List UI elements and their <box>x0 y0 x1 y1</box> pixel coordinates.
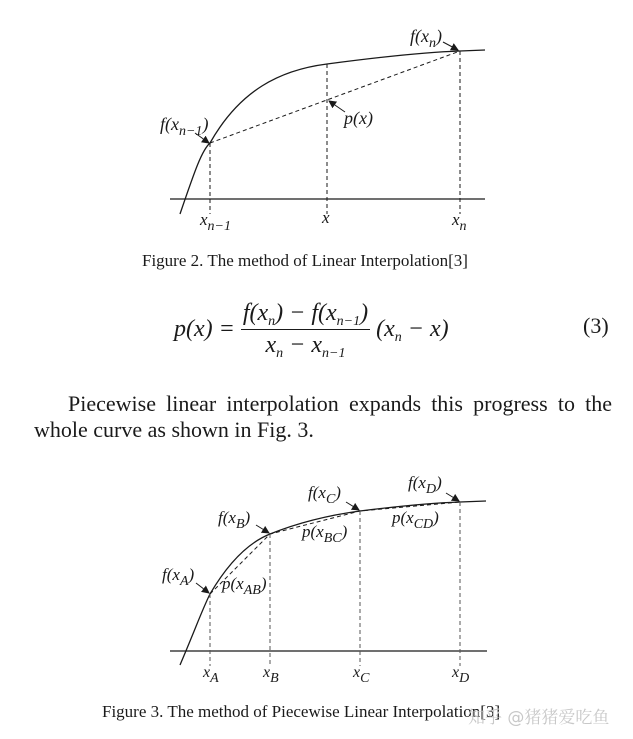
figure-3-caption: Figure 3. The method of Piecewise Linear Interpolation[3] <box>102 702 501 721</box>
function-curve <box>180 50 485 214</box>
label-p-xBC: $p(x_{BC})$ <box>302 522 348 546</box>
equation-lhs: p(x) = <box>174 316 235 342</box>
label-f-xD: $f(x_D)$ <box>408 473 442 497</box>
axis-label-xn-1: $x_{n-1}$ <box>200 210 231 234</box>
label-f-xn-1: $f(x_{n-1})$ <box>160 114 209 139</box>
watermark: 知乎 @猪猪爱吃鱼 <box>468 708 610 728</box>
axis-label-xn: $x_n$ <box>452 210 467 234</box>
equation-fraction: $\frac{f(x_n) - f(x_{n-1})}{x_n - x_{n-1}}$ <box>242 300 369 361</box>
axis-label-xC: $x_C$ <box>353 664 370 686</box>
axis-label-xA: $x_A$ <box>203 664 219 686</box>
label-f-xA: $f(x_A)$ <box>162 565 195 589</box>
equation-rhs: $(x_n - x)$ <box>376 316 449 345</box>
label-p-x: p(x) <box>344 108 373 128</box>
figure-2-diagram <box>140 0 500 240</box>
equation-3 <box>174 300 449 359</box>
label-p-xAB: $p(x_{AB})$ <box>222 574 267 598</box>
body-paragraph <box>34 391 612 443</box>
paragraph-line-2: whole curve as shown in Fig. 3. <box>34 417 314 442</box>
label-f-xC: $f(x_C)$ <box>308 483 341 507</box>
label-p-xCD: $p(x_{CD})$ <box>392 508 439 532</box>
axis-label-xD: $x_D$ <box>452 664 470 686</box>
axis-label-x: x <box>322 208 330 227</box>
figure-3-diagram <box>150 470 510 690</box>
label-f-xn: $f(x_n)$ <box>410 26 442 51</box>
paragraph-line-1: Piecewise linear interpolation expands this progress to the <box>68 391 612 416</box>
figure-2-caption: Figure 2. The method of Linear Interpolation[3] <box>142 251 468 270</box>
equation-number: (3) <box>583 313 609 338</box>
axis-label-xB: $x_B$ <box>263 664 279 686</box>
label-f-xB: $f(x_B)$ <box>218 508 251 532</box>
